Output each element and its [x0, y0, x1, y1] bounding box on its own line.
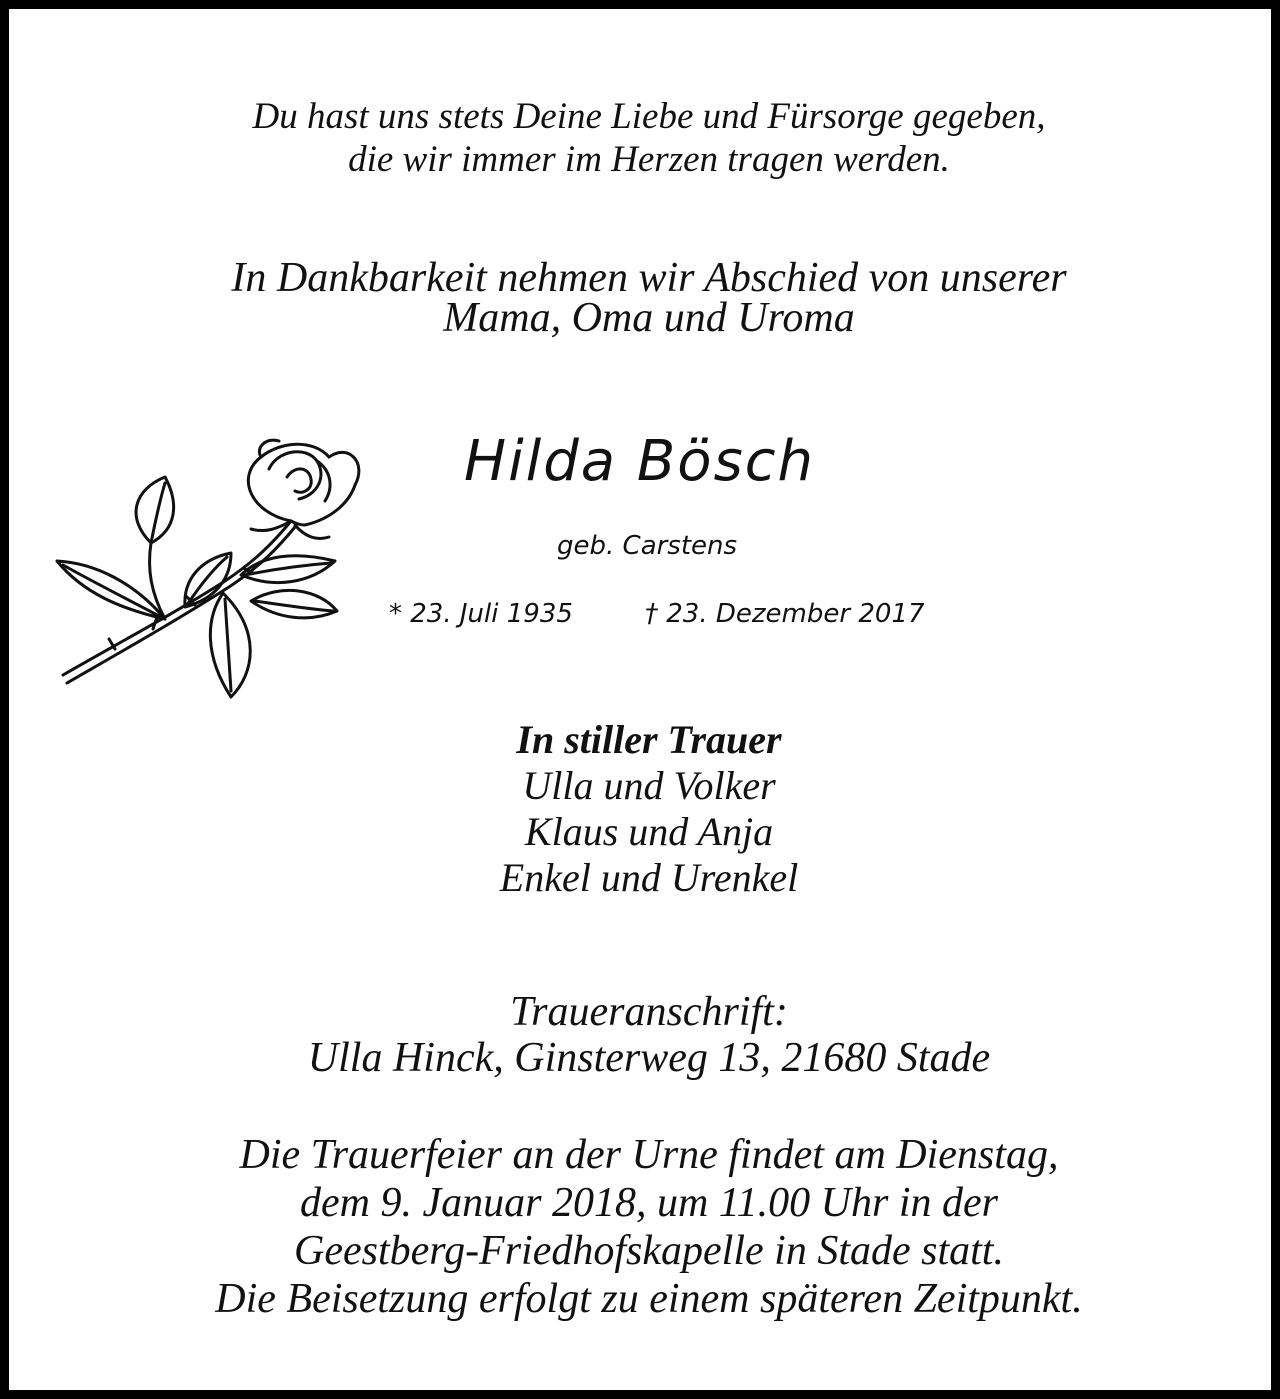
mourner-name: Enkel und Urenkel	[499, 855, 799, 900]
intro-line: In Dankbarkeit nehmen wir Abschied von unserer	[231, 255, 1067, 301]
verse-line: Du hast uns stets Deine Liebe und Fürsorge gegeben,	[252, 96, 1046, 137]
funeral-service-notice	[9, 1131, 1280, 1323]
rose-icon	[55, 433, 365, 709]
deceased-name: Hilda Bösch	[464, 429, 816, 494]
intro-line: Mama, Oma und Uroma	[443, 295, 855, 341]
verse-line: die wir immer im Herzen tragen werden.	[348, 139, 950, 180]
service-line: dem 9. Januar 2018, um 11.00 Uhr in der	[299, 1180, 998, 1226]
maiden-name: geb. Carstens	[557, 531, 738, 561]
mourner-name: Ulla und Volker	[522, 763, 776, 808]
service-line: Die Beisetzung erfolgt zu einem späteren Zeitpunkt.	[215, 1276, 1083, 1322]
mourner-name: Klaus und Anja	[524, 809, 774, 854]
service-line: Die Trauerfeier an der Urne findet am Dienstag,	[239, 1132, 1059, 1178]
mourning-address	[9, 989, 1280, 1081]
memorial-verse	[9, 95, 1280, 181]
mourners-section	[9, 717, 1280, 901]
mourners-title: In stiller Trauer	[516, 717, 782, 762]
birth-date: * 23. Juli 1935	[389, 599, 573, 629]
death-date: † 23. Dezember 2017	[645, 599, 925, 629]
address-label: Traueranschrift:	[510, 989, 788, 1035]
service-line: Geestberg-Friedhofskapelle in Stade statt.	[294, 1228, 1004, 1274]
farewell-intro	[9, 255, 1280, 341]
address-value: Ulla Hinck, Ginsterweg 13, 21680 Stade	[307, 1035, 991, 1081]
